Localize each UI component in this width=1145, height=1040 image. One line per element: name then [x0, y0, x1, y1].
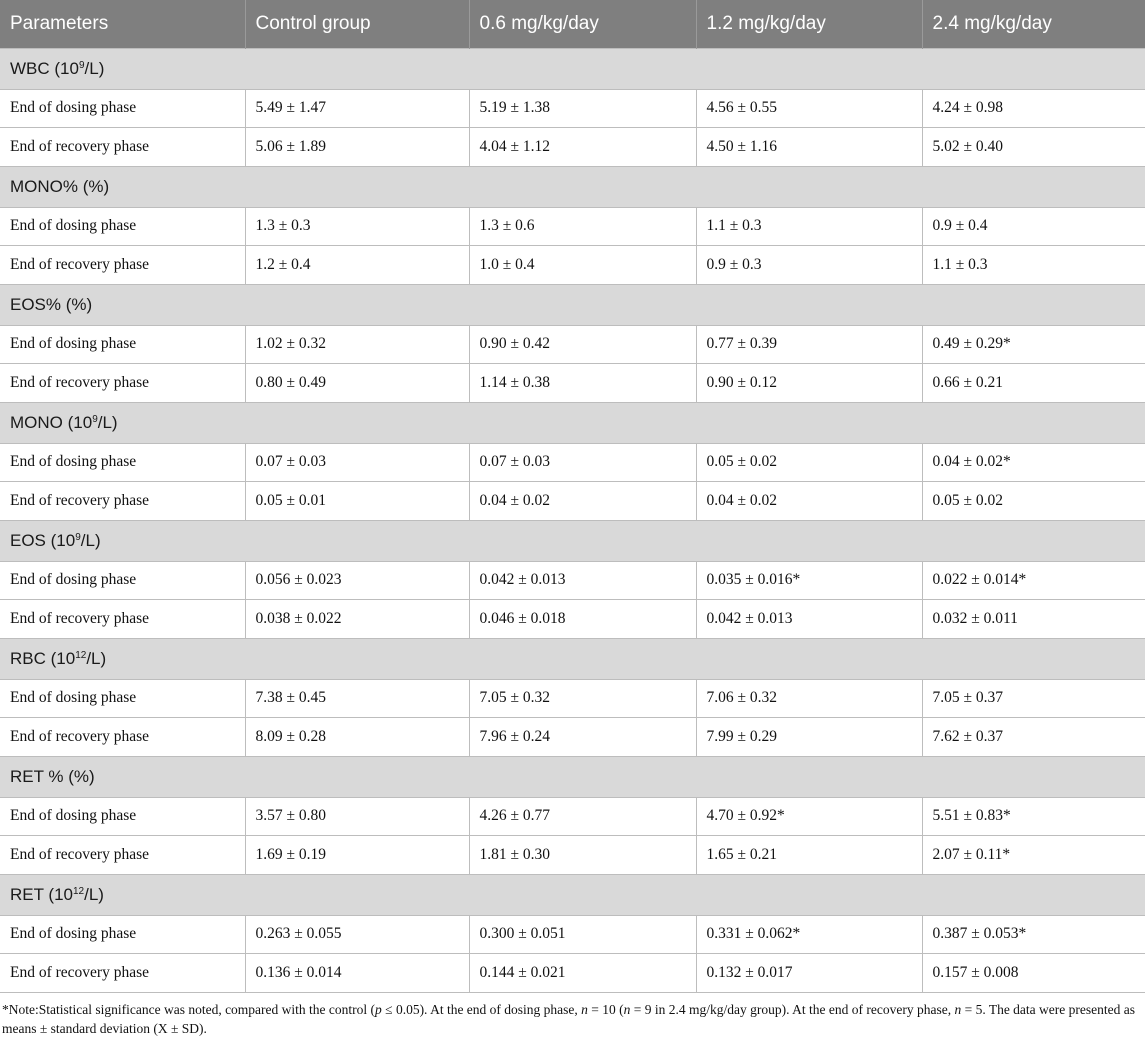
group-label: WBC $(10^9/L)$ — [0, 48, 1145, 89]
table-cell: 8.09 ± 0.28 — [245, 718, 469, 757]
table-cell: 7.05 ± 0.37 — [922, 679, 1145, 718]
table-cell: 0.387 ± 0.053* — [922, 915, 1145, 954]
table-cell: 0.04 ± 0.02 — [469, 482, 696, 521]
phase-label: End of recovery phase — [0, 482, 245, 521]
phase-label: End of dosing phase — [0, 679, 245, 718]
unit-exponent: 9 — [92, 413, 98, 425]
table-cell: 5.49 ± 1.47 — [245, 89, 469, 128]
table-cell: 1.69 ± 0.19 — [245, 836, 469, 875]
table-row — [0, 561, 1145, 600]
phase-label: End of recovery phase — [0, 246, 245, 285]
table-cell: 0.157 ± 0.008 — [922, 954, 1145, 993]
phase-label: End of recovery phase — [0, 954, 245, 993]
table-cell: 0.144 ± 0.021 — [469, 954, 696, 993]
group-label: MONO% (%) — [0, 166, 1145, 207]
table-cell: 5.06 ± 1.89 — [245, 128, 469, 167]
table-cell: 0.046 ± 0.018 — [469, 600, 696, 639]
unit-exponent: 12 — [73, 885, 85, 897]
table-row — [0, 128, 1145, 167]
table-cell: 7.62 ± 0.37 — [922, 718, 1145, 757]
table-cell: 4.50 ± 1.16 — [696, 128, 922, 167]
table-cell: 7.05 ± 0.32 — [469, 679, 696, 718]
header-control-group: Control group — [245, 0, 469, 48]
table-cell: 0.9 ± 0.4 — [922, 207, 1145, 246]
table-cell: 1.14 ± 0.38 — [469, 364, 696, 403]
phase-label: End of dosing phase — [0, 325, 245, 364]
table-cell: 0.9 ± 0.3 — [696, 246, 922, 285]
table-cell: 5.51 ± 0.83* — [922, 797, 1145, 836]
table-row — [0, 718, 1145, 757]
table-cell: 0.90 ± 0.12 — [696, 364, 922, 403]
table-cell: 4.26 ± 0.77 — [469, 797, 696, 836]
table-cell: 4.04 ± 1.12 — [469, 128, 696, 167]
table-cell: 0.05 ± 0.01 — [245, 482, 469, 521]
table-cell: 0.05 ± 0.02 — [696, 443, 922, 482]
table-cell: 0.77 ± 0.39 — [696, 325, 922, 364]
group-label: MONO $(10^9/L)$ — [0, 402, 1145, 443]
table-cell: 0.035 ± 0.016* — [696, 561, 922, 600]
table-cell: 0.042 ± 0.013 — [469, 561, 696, 600]
table-cell: 0.04 ± 0.02* — [922, 443, 1145, 482]
phase-label: End of recovery phase — [0, 718, 245, 757]
table-cell: 1.0 ± 0.4 — [469, 246, 696, 285]
table-row — [0, 364, 1145, 403]
table-cell: 0.90 ± 0.42 — [469, 325, 696, 364]
table-cell: 4.70 ± 0.92* — [696, 797, 922, 836]
table-cell: 1.1 ± 0.3 — [922, 246, 1145, 285]
phase-label: End of recovery phase — [0, 128, 245, 167]
table-cell: 0.05 ± 0.02 — [922, 482, 1145, 521]
group-row — [0, 284, 1145, 325]
phase-label: End of dosing phase — [0, 797, 245, 836]
group-row — [0, 756, 1145, 797]
table-cell: 0.032 ± 0.011 — [922, 600, 1145, 639]
table-body — [0, 48, 1145, 992]
group-row — [0, 638, 1145, 679]
table-cell: 0.300 ± 0.051 — [469, 915, 696, 954]
table-header-row — [0, 0, 1145, 48]
table-cell: 1.65 ± 0.21 — [696, 836, 922, 875]
table-row — [0, 836, 1145, 875]
table-cell: 1.1 ± 0.3 — [696, 207, 922, 246]
table-row — [0, 679, 1145, 718]
table-cell: 7.96 ± 0.24 — [469, 718, 696, 757]
table-cell: 4.24 ± 0.98 — [922, 89, 1145, 128]
table-cell: 4.56 ± 0.55 — [696, 89, 922, 128]
table-cell: 3.57 ± 0.80 — [245, 797, 469, 836]
unit-exponent: 9 — [78, 59, 85, 71]
table-cell: 1.2 ± 0.4 — [245, 246, 469, 285]
group-row — [0, 48, 1145, 89]
table-cell: 5.19 ± 1.38 — [469, 89, 696, 128]
table-row — [0, 954, 1145, 993]
table-cell: 0.038 ± 0.022 — [245, 600, 469, 639]
table-row — [0, 89, 1145, 128]
footnote: *Note:Statistical significance was noted, compared with the control (p ≤ 0.05). At the end of dosing phase, n = 10 (n = 9 in 2.4 mg/kg/day group). At the end of recovery phase, n = 5. The data were presented as means ± standard deviation (X ± SD). — [2, 1002, 1135, 1036]
header-dose-2-4: 2.4 mg/kg/day — [922, 0, 1145, 48]
header-dose-0-6: 0.6 mg/kg/day — [469, 0, 696, 48]
table-row — [0, 915, 1145, 954]
table-cell: 7.99 ± 0.29 — [696, 718, 922, 757]
table-row — [0, 207, 1145, 246]
table-cell: 1.02 ± 0.32 — [245, 325, 469, 364]
header-dose-1-2: 1.2 mg/kg/day — [696, 0, 922, 48]
group-row — [0, 520, 1145, 561]
table-row — [0, 443, 1145, 482]
table-row — [0, 600, 1145, 639]
table-cell: 0.136 ± 0.014 — [245, 954, 469, 993]
phase-label: End of recovery phase — [0, 600, 245, 639]
table-cell: 0.042 ± 0.013 — [696, 600, 922, 639]
group-label: EOS $(10^9/L)$ — [0, 520, 1145, 561]
phase-label: End of recovery phase — [0, 836, 245, 875]
table-cell: 7.06 ± 0.32 — [696, 679, 922, 718]
table-cell: 0.263 ± 0.055 — [245, 915, 469, 954]
phase-label: End of dosing phase — [0, 89, 245, 128]
phase-label: End of dosing phase — [0, 561, 245, 600]
table-row — [0, 797, 1145, 836]
phase-label: End of dosing phase — [0, 915, 245, 954]
unit-exponent: 9 — [75, 531, 81, 543]
table-cell: 0.07 ± 0.03 — [469, 443, 696, 482]
table-cell: 0.056 ± 0.023 — [245, 561, 469, 600]
group-label: EOS% (%) — [0, 284, 1145, 325]
table-row — [0, 325, 1145, 364]
table-cell: 0.66 ± 0.21 — [922, 364, 1145, 403]
table-cell: 2.07 ± 0.11* — [922, 836, 1145, 875]
table-cell: 5.02 ± 0.40 — [922, 128, 1145, 167]
unit-exponent: 12 — [75, 649, 87, 661]
group-label: RET % (%) — [0, 756, 1145, 797]
phase-label: End of recovery phase — [0, 364, 245, 403]
phase-label: End of dosing phase — [0, 443, 245, 482]
table-cell: 0.49 ± 0.29* — [922, 325, 1145, 364]
table-cell: 7.38 ± 0.45 — [245, 679, 469, 718]
group-row — [0, 166, 1145, 207]
table-cell: 1.3 ± 0.6 — [469, 207, 696, 246]
table-row — [0, 246, 1145, 285]
table-cell: 0.331 ± 0.062* — [696, 915, 922, 954]
header-parameters: Parameters — [0, 0, 245, 48]
table-cell: 0.80 ± 0.49 — [245, 364, 469, 403]
table-cell: 0.022 ± 0.014* — [922, 561, 1145, 600]
group-row — [0, 874, 1145, 915]
table-cell: 1.3 ± 0.3 — [245, 207, 469, 246]
table-cell: 0.132 ± 0.017 — [696, 954, 922, 993]
phase-label: End of dosing phase — [0, 207, 245, 246]
table-cell: 0.07 ± 0.03 — [245, 443, 469, 482]
group-row — [0, 402, 1145, 443]
table-cell: 0.04 ± 0.02 — [696, 482, 922, 521]
group-label: RBC $(10^{12}/L)$ — [0, 638, 1145, 679]
table-row — [0, 482, 1145, 521]
group-label: RET $(10^{12}/L)$ — [0, 874, 1145, 915]
table-cell: 1.81 ± 0.30 — [469, 836, 696, 875]
